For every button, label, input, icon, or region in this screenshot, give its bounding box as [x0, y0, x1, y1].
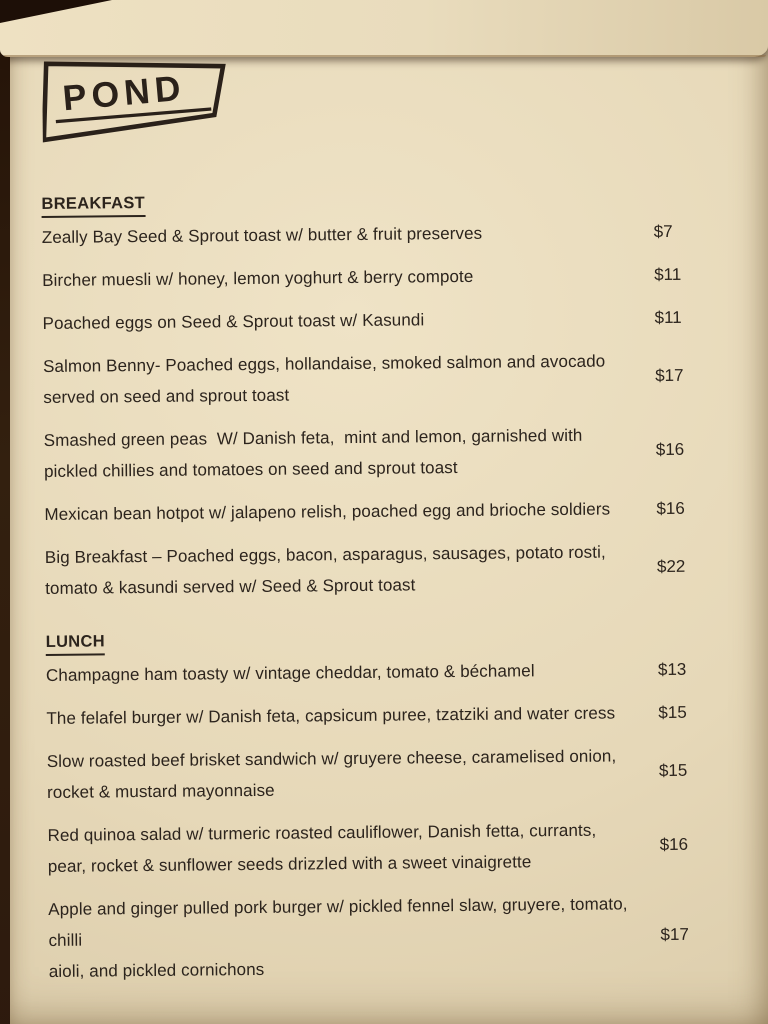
- pond-logo: [42, 49, 768, 152]
- menu-item-description: [42, 261, 473, 296]
- menu-section-lunch: [46, 623, 749, 987]
- menu-item-description: [43, 346, 606, 413]
- menu-item: [44, 418, 745, 487]
- menu-item-line: Slow roasted beef brisket sandwich w/ gruyere cheese, caramelised onion,: [46, 746, 617, 771]
- menu-item-line: The felafel burger w/ Danish feta, capsicum puree, tzatziki and water cress: [46, 703, 616, 728]
- menu-item-price: $16: [655, 439, 685, 460]
- menu-item-line: Bircher muesli w/ honey, lemon yoghurt & berry compote: [42, 266, 474, 290]
- menu-item-price: $13: [657, 659, 687, 679]
- menu-item-description: [46, 698, 615, 734]
- menu-item-line: pear, rocket & sunflower seeds drizzled with a sweet vinaigrette: [47, 852, 532, 876]
- menu-item-description: [47, 815, 596, 882]
- menu-item-line: pickled chillies and tomatoes on seed and sprout toast: [43, 458, 458, 481]
- menu-item: [42, 215, 742, 253]
- menu-item-description: [42, 218, 483, 253]
- menu-item-price: $16: [659, 834, 689, 855]
- menu-item-price: $17: [660, 924, 689, 944]
- section-title: BREAKFAST: [41, 191, 145, 218]
- menu-item-price: $7: [653, 221, 673, 241]
- section-title: LUNCH: [46, 629, 105, 656]
- menu-item: [46, 696, 746, 734]
- menu-item: [47, 739, 748, 808]
- menu-item-line: aioli, and pickled cornichons: [48, 959, 265, 981]
- menu-item-line: Poached eggs on Seed & Sprout toast w/ Kasundi: [42, 310, 425, 333]
- menu-item-price: $11: [654, 307, 682, 327]
- menu-item-description: [44, 420, 583, 487]
- menu-item-description: [48, 888, 633, 987]
- menu-item-line: tomato & kasundi served w/ Seed & Sprout toast: [45, 575, 416, 598]
- menu-item-line: Smashed green peas W/ Danish feta, mint and lemon, garnished with: [43, 425, 583, 450]
- menu-item-price: $15: [658, 702, 687, 722]
- menu-item-price: $15: [658, 760, 688, 781]
- menu-item-line: Red quinoa salad w/ turmeric roasted cauliflower, Danish fetta, currants,: [47, 820, 597, 845]
- menu-item-price: $11: [654, 264, 682, 284]
- menu-item-price: $22: [656, 556, 686, 577]
- menu-item-description: [46, 655, 535, 691]
- menu-item: [45, 535, 746, 604]
- menu-item-description: [47, 741, 617, 808]
- menu-item: [47, 813, 748, 882]
- pond-logo-graphic: [42, 54, 231, 152]
- menu-item: [46, 653, 746, 691]
- menu-item-price: $17: [655, 365, 684, 386]
- menu-item-line: served on seed and sprout toast: [43, 385, 290, 407]
- menu-item: [42, 258, 742, 296]
- menu-item: [42, 301, 742, 339]
- menu-content: [40, 45, 768, 999]
- menu-item-description: [45, 537, 606, 604]
- menu-item-price: $16: [656, 498, 685, 518]
- menu-item-line: Zeally Bay Seed & Sprout toast w/ butter & fruit preserves: [41, 223, 483, 247]
- menu-item-line: Mexican bean hotpot w/ jalapeno relish, poached egg and brioche soldiers: [44, 499, 611, 524]
- menu-item: [48, 887, 749, 987]
- menu-item-line: Apple and ginger pulled pork burger w/ pickled fennel slaw, gruyere, tomato, chilli: [48, 894, 633, 950]
- menu-item-line: Salmon Benny- Poached eggs, hollandaise, smoked salmon and avocado: [42, 351, 606, 376]
- menu-item: [43, 344, 744, 413]
- pond-logo-text: POND: [61, 67, 188, 119]
- menu-item-line: Champagne ham toasty w/ vintage cheddar, tomato & béchamel: [45, 661, 535, 685]
- menu-section-breakfast: [41, 185, 745, 604]
- menu-item-line: Big Breakfast – Poached eggs, bacon, asparagus, sausages, potato rosti,: [44, 542, 606, 567]
- menu-item-description: [44, 494, 610, 530]
- page-above-edge: [0, 0, 768, 57]
- menu-item-line: rocket & mustard mayonnaise: [47, 780, 275, 802]
- menu-item: [44, 492, 744, 530]
- menu-item-description: [42, 304, 424, 339]
- menu-sections: [41, 185, 749, 987]
- menu-page: [10, 40, 768, 1024]
